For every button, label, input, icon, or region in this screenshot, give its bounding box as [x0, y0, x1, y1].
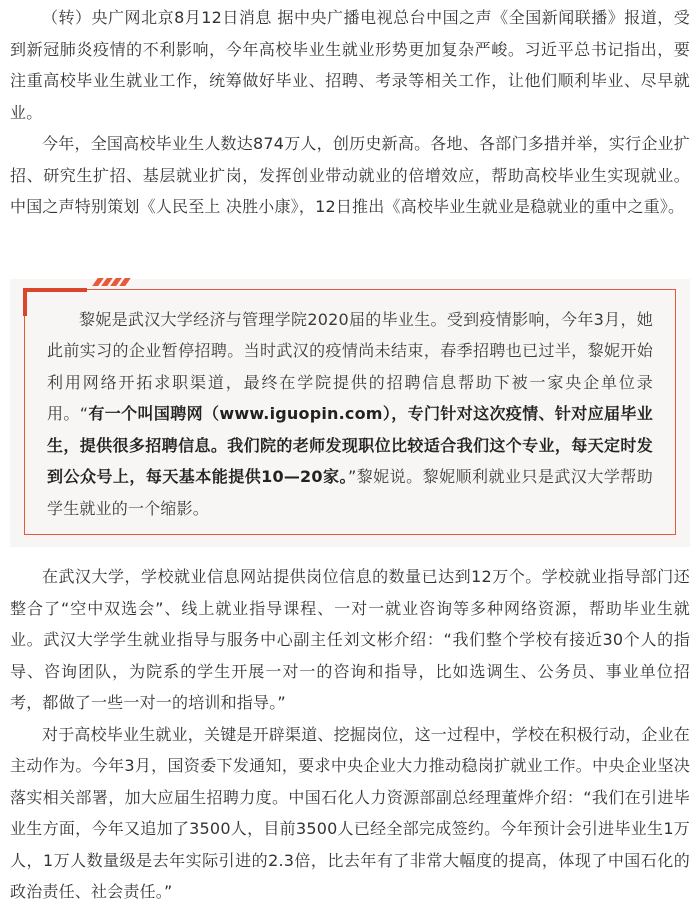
spacer — [10, 223, 690, 259]
article-paragraph-4: 对于高校毕业生就业，关键是开辟渠道、挖掘岗位，这一过程中，学校在积极行动，企业在主动作为。今年3月，国资委下发通知，要求中央企业大力推动稳岗扩就业工作。中央企业坚决落实相关部署，加大应届生招聘力度。中国石化人力资源部副总经理董烨介绍：“我们在引进毕业生方面，今年又追加了3500人，目前3500人已经全部完成签约。今年预计会引进毕业生1万人，1万人数量级是去年实际引进的2.3倍，比去年有了非常大幅度的提高，体现了中国石化的政治责任、社会责任。” — [10, 724, 691, 901]
quote-frame — [24, 289, 676, 536]
quote-outro: ”黎妮说。黎妮顺利就业只是武汉大学帮助学生就业的一个缩影。 — [47, 467, 653, 518]
quote-bold-statement: 有一个叫国聘网（www.iguopin.com），专门针对这次疫情、针对应届毕业生，提供很多招聘信息。我们院的老师发现职位比较适合我们这个专业，每天定时发到公众号上，每天基本能提供10—20家。 — [47, 404, 653, 486]
article-body — [10, 2, 690, 908]
spacer — [10, 547, 690, 561]
quote-intro: 黎妮是武汉大学经济与管理学院2020届的毕业生。受到疫情影响，今年3月，她此前实习的企业暂停招聘。当时武汉的疫情尚未结束，春季招聘也已过半，黎妮开始利用网络开拓求职渠道，最终在学院提供的招聘信息帮助下被一家央企单位录用。“ — [47, 309, 653, 423]
quote-corner-accent — [23, 288, 87, 316]
quote-paragraph — [47, 304, 653, 525]
article-paragraph-3: 在武汉大学，学校就业信息网站提供岗位信息的数量已达到12万个。学校就业指导部门还整合了“空中双选会”、线上就业指导课程、一对一就业咨询等多种网络资源，帮助毕业生就业。武汉大学学生就业指导与服务中心副主任刘文彬介绍：“我们整个学校有接近30个人的指导、咨询团队，为院系的学生开展一对一的咨询和指导，比如选调生、公务员、事业单位招考，都做了一些一对一的培训和指导。” — [10, 567, 690, 712]
article-paragraph-2: 今年，全国高校毕业生人数达874万人，创历史新高。各地、各部门多措并举，实行企业扩招、研究生扩招、基层就业扩岗，发挥创业带动就业的倍增效应，帮助高校毕业生实现就业。中国之声特别策划《人民至上 决胜小康》，12日推出《高校毕业生就业是稳就业的重中之重》。 — [10, 134, 690, 216]
quote-block — [10, 279, 690, 548]
article-paragraph-1: （转）央广网北京8月12日消息 据中央广播电视总台中国之声《全国新闻联播》报道，受到新冠肺炎疫情的不利影响，今年高校毕业生就业形势更加复杂严峻。习近平总书记指出，要注重高校毕业生就业工作，统筹做好毕业、招聘、考录等相关工作，让他们顺利毕业、尽早就业。 — [10, 8, 690, 122]
quote-stripe-decoration — [95, 278, 145, 286]
